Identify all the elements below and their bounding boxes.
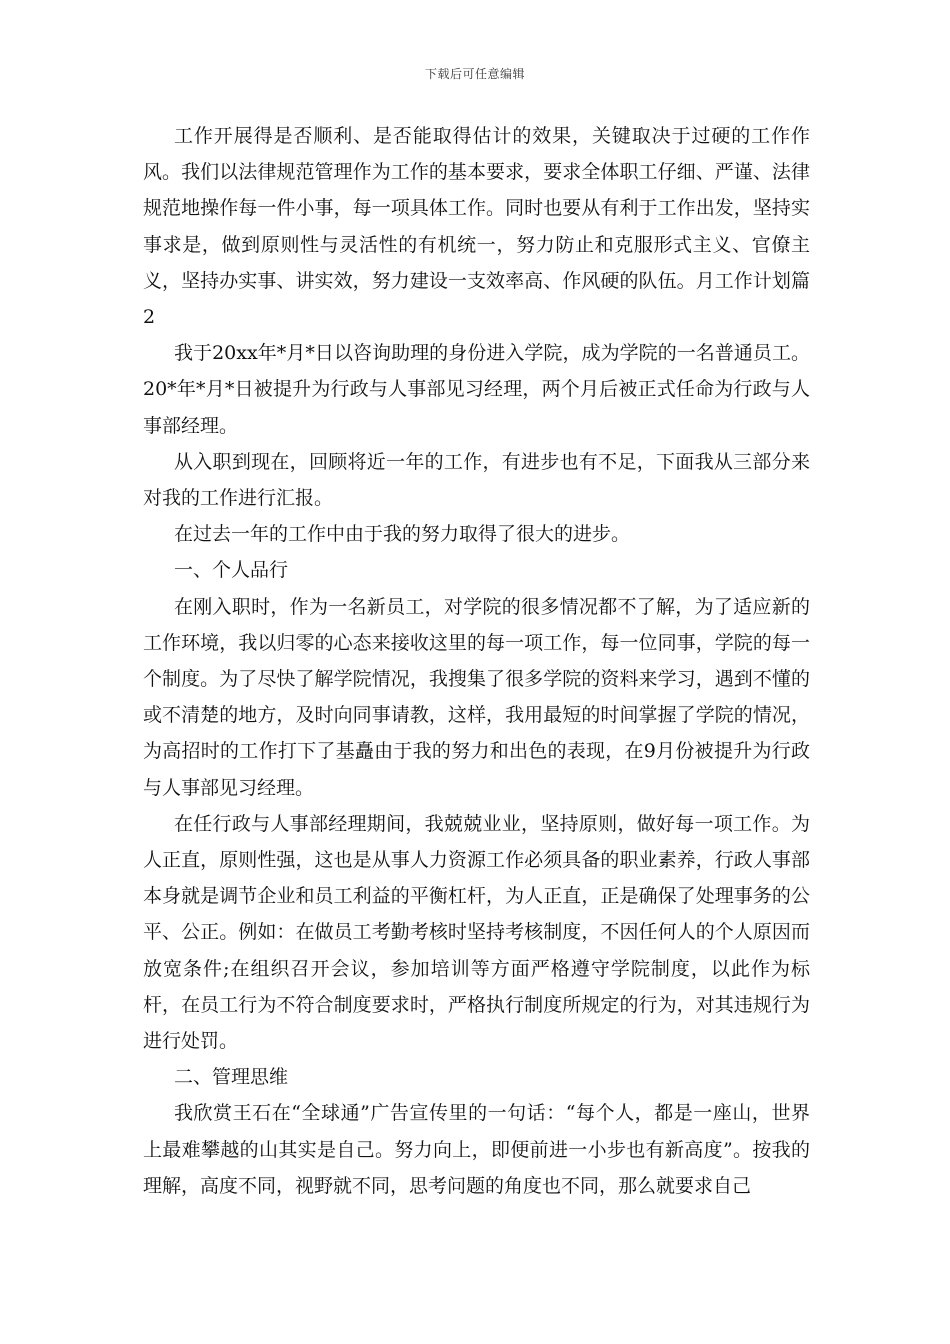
section-heading-personal-conduct: 一、个人品行 bbox=[174, 559, 289, 582]
header-note: 下载后可任意编辑 bbox=[424, 67, 525, 81]
paragraph-manager-period: 在任行政与人事部经理期间，我兢兢业业，坚持原则，做好每一项工作。为人正直，原则性强，这也是从事人力资源工作必须具备的职业素养，行政人事部本身就是调节企业和员工利益的平衡杠杆，为人正直，正是确保了处理事务的公平、公正。例如：在做员工考勤考核时坚持考核制度，不因任何人的个人原因而放宽条件;在组织召开会议，参加培训等方面严格遵守学院制度，以此作为标杆，在员工行为不符合制度要求时，严格执行制度所规定的行为，对其违规行为进行处罚。 bbox=[143, 812, 810, 1053]
paragraph-quote: 我欣赏王石在“全球通”广告宣传里的一句话：“每个人，都是一座山，世界上最难攀越的山其实是自己。努力向上，即便前进一小步也有新高度”。按我的理解，高度不同，视野就不同，思考问题的角度也不同，那么就要求自己 bbox=[143, 1102, 810, 1197]
paragraph-work-style: 工作开展得是否顺利、是否能取得估计的效果，关键取决于过硬的工作作风。我们以法律规范管理作为工作的基本要求，要求全体职工仔细、严谨、法律规范地操作每一件小事，每一项具体工作。同时也要从有利于工作出发，坚持实事求是，做到原则性与灵活性的有机统一，努力防止和克服形式主义、官僚主义，坚持办实事、讲实效，努力建设一支效率高、作风硬的队伍。月工作计划篇2 bbox=[143, 125, 810, 329]
paragraph-review-intro: 从入职到现在，回顾将近一年的工作，有进步也有不足，下面我从三部分来对我的工作进行汇报。 bbox=[143, 450, 810, 510]
document-body bbox=[143, 118, 810, 1204]
paragraph-onboarding: 在刚入职时，作为一名新员工，对学院的很多情况都不了解，为了适应新的工作环境，我以归零的心态来接收这里的每一项工作，每一位同事，学院的每一个制度。为了尽快了解学院情况，我搜集了很多学院的资料来学习，遇到不懂的或不清楚的地方，及时向同事请教，这样，我用最短的时间掌握了学院的情况，为高招时的工作打下了基矗由于我的努力和出色的表现，在9月份被提升为行政与人事部见习经理。 bbox=[143, 595, 810, 799]
section-heading-management-thinking: 二、管理思维 bbox=[174, 1066, 289, 1089]
paragraph-career-start: 我于20xx年*月*日以咨询助理的身份进入学院，成为学院的一名普通员工。20*年*月*日被提升为行政与人事部见习经理，两个月后被正式任命为行政与人事部经理。 bbox=[143, 342, 810, 437]
paragraph-progress: 在过去一年的工作中由于我的努力取得了很大的进步。 bbox=[174, 523, 631, 546]
